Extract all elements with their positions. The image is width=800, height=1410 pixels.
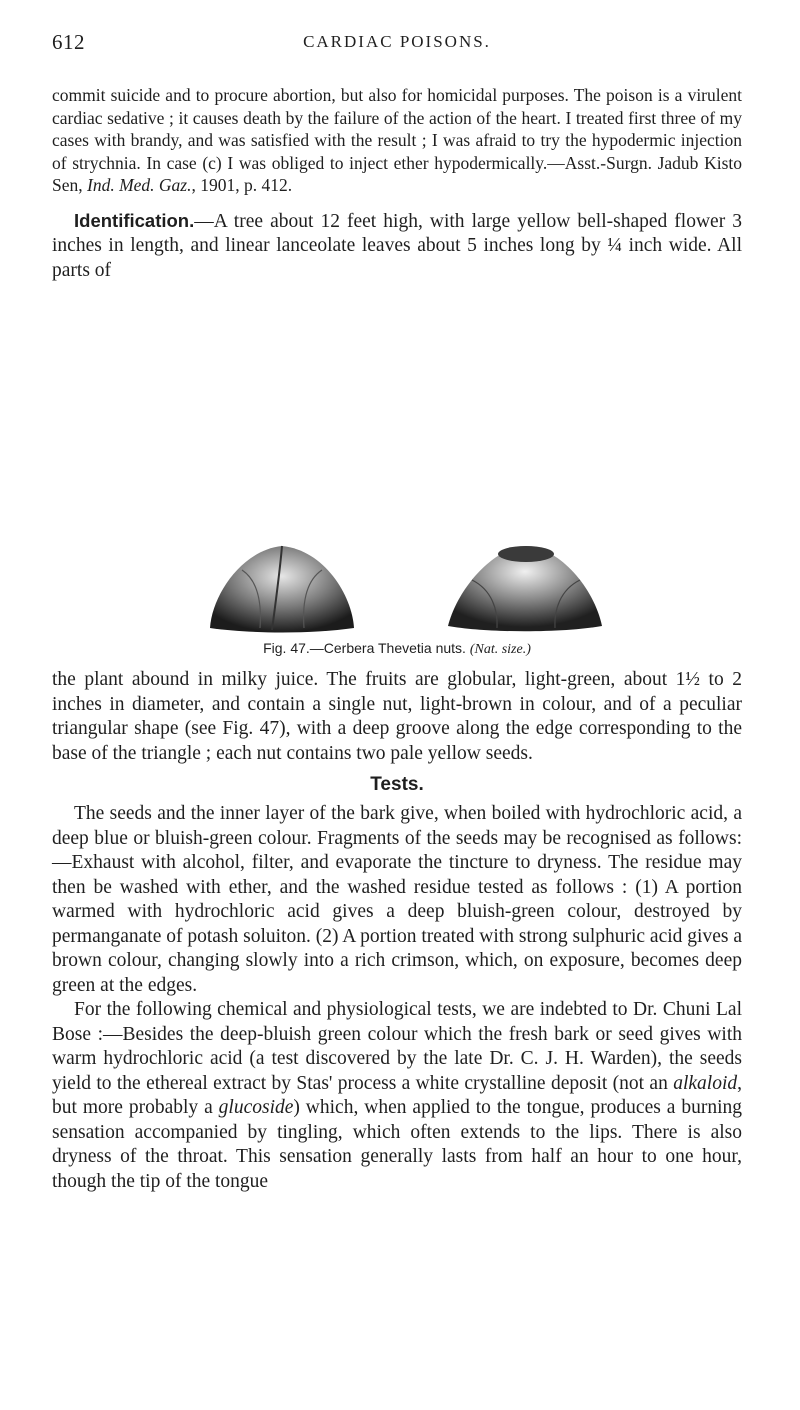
paragraph-chemical-tests <box>52 998 742 1194</box>
tests-heading: Tests. <box>370 774 424 795</box>
identification-text: —A tree about 12 feet high, with large yellow bell-shaped flower 3 inches in length, and linear lanceolate leaves about 5 inches long by ¼ inch wide. All parts of <box>52 210 742 281</box>
figure-caption <box>52 640 742 658</box>
figure-47 <box>52 540 742 660</box>
paragraph-plant-description: the plant abound in milky juice. The fruits are globular, light-green, about 1½ to 2 inches in diameter, and contain a single nut, light-brown in colour, and of a peculiar triangular shape (see Fig. 47), with a deep groove along the edge corresponding to the base of the triangle ; each nut contains two pale yellow seeds. <box>52 669 742 764</box>
paragraph-text: , but more probably a <box>52 1072 742 1118</box>
paragraph-text: ) which, when applied to the tongue, produces a burning sensation accompanied by tingling, which often extends to the lips. There is also dryness of the throat. This sensation generally lasts from half an hour to one hour, though the tip of the tongue <box>52 1097 742 1192</box>
text-block-top <box>52 84 742 283</box>
caption-text: Fig. 47.—Cerbera Thevetia nuts. <box>263 640 466 656</box>
paragraph-identification <box>52 209 742 284</box>
paragraph-text: For the following chemical and physiological tests, we are indebted to Dr. Chuni Lal Bose :—Besides the deep-bluish green colour which the fresh bark or seed gives with warm hydrochloric acid (a test discovered by the late Dr. C. J. H. Warden), the seeds yield to the ethereal extract by Stas' process a white crystalline deposit (not an <box>52 999 742 1094</box>
identification-heading: Identification. <box>74 209 195 231</box>
paragraph-poison-case <box>52 84 742 197</box>
emphasis-glucoside: glucoside <box>218 1097 294 1118</box>
emphasis-alkaloid: alkaloid <box>673 1072 738 1094</box>
citation-end: , 1901, p. 412. <box>191 175 293 195</box>
caption-size: (Nat. size.) <box>469 642 531 657</box>
paragraph-tests: The seeds and the inner layer of the bark give, when boiled with hydrochloric acid, a deep blue or bluish-green colour. Fragments of the seeds may be recognised as follows:—Exhaust with alcohol, filter, and evaporate the tincture to dryness. The residue may then be washed with ether, and the washed residue tested as follows : (1) A portion warmed with hydrochloric acid gives a deep bluish-green colour, destroyed by permanganate of potash soluiton. (2) A portion treated with strong sulphuric acid gives a brown colour, changing slowly into a rich crimson, which, on exposure, becomes deep green at the edges. <box>52 803 742 996</box>
text-block-bottom <box>52 668 742 1194</box>
thevetia-nut-image-left <box>202 540 362 635</box>
thevetia-nut-image-right <box>442 540 607 635</box>
page-header <box>52 30 742 60</box>
journal-name: Ind. Med. Gaz. <box>87 175 192 195</box>
running-head: CARDIAC POISONS. <box>303 32 491 51</box>
paragraph-text: commit suicide and to procure abortion, but also for homicidal purposes. The poison is a virulent cardiac sedative ; it causes death by the failure of the action of the heart. I treated first three of my cases with brandy, and was satisfied with the result ; I was afraid to try the hypodermic injection of strychnia. In case (c) I was obliged to inject ether hypodermically.—Asst.-Surgn. Jadub Kisto Sen, <box>52 85 742 195</box>
page-number: 612 <box>52 30 85 54</box>
